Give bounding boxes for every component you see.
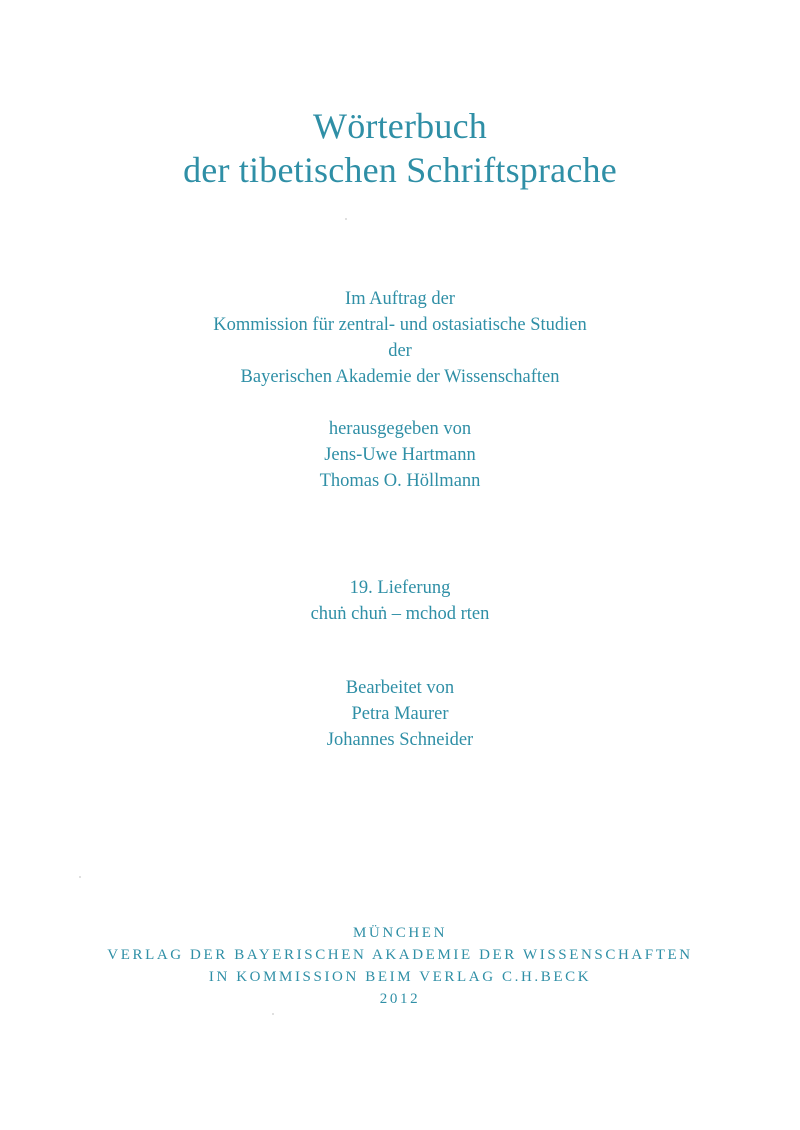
book-title [0,104,800,192]
issue-range: chuṅ chuṅ – mchod rten [310,604,490,624]
publisher-line-2: IN KOMMISSION BEIM VERLAG C.H.BECK [208,969,592,985]
commission-statement [0,286,800,390]
book-title-line-1: Wörterbuch [313,106,487,146]
publisher-line-1: VERLAG DER BAYERISCHEN AKADEMIE DER WISSENSCHAFTEN [107,947,693,963]
editor-name: Jens-Uwe Hartmann [324,445,476,465]
authors-label: Bearbeitet von [345,678,455,698]
commission-line-2: Kommission für zentral- und ostasiatische Studien [213,315,587,335]
authors-block [0,675,800,753]
editors-block [0,416,800,494]
author-name: Petra Maurer [351,704,449,724]
paper-speck [345,218,347,220]
publisher-imprint [0,922,800,1010]
editor-name: Thomas O. Höllmann [319,471,481,491]
commission-line-4: Bayerischen Akademie der Wissenschaften [240,367,560,387]
paper-speck [272,1013,274,1015]
issue-block [0,575,800,627]
publisher-city: MÜNCHEN [352,925,448,941]
issue-number: 19. Lieferung [349,578,451,598]
commission-line-3: der [388,341,412,361]
editors-label: herausgegeben von [328,419,472,439]
author-name: Johannes Schneider [326,730,474,750]
publication-year: 2012 [379,991,421,1007]
book-title-line-2: der tibetischen Schriftsprache [183,150,617,190]
paper-speck [79,876,81,878]
commission-line-1: Im Auftrag der [345,289,455,309]
